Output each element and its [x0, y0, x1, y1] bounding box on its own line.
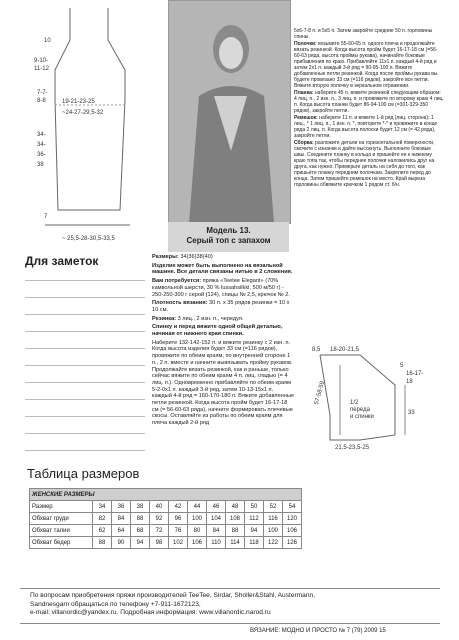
schematic-label: 34- [37, 132, 46, 138]
paragraph: Резинка: 3 лиц., 2 изн. п., чередуя. [152, 315, 244, 322]
paragraph: Полочки: возьмите 55-60-65 п. одного плеча и продолжайте вязать резинкой. Когда высота пройм будет 16-17-18 см (=56-60-63 ряда, высота проймы рукава), начинайте боковые прибавления по краю. Прибавляйте 11x1 п. каждый 4-й ряд и затем 2x1 п. каждый 3-й ряд = 90-95-100 п. Вяжите добавленные петли резинкой. Когда после проймы рукава вы будете провязано 33 см (=116 рядов), закройте все петли. Вяжите вторую полочку в зеркальном отражении. [294, 41, 438, 89]
schematic-label: ~24-27-29,5-32 [62, 110, 104, 116]
top-schematic-drawing [0, 0, 165, 250]
schematic-label: 1/2 [350, 400, 359, 406]
schematic-label: 11-12 [34, 66, 49, 72]
schematic-label: 18-20-21,5 [330, 347, 360, 353]
paragraph: Изделие может быть выполнено на вязальной машине. Все детали связаны нитью в 2 сложения. [152, 262, 293, 276]
paragraph: Наберите 132-142-152 п. и вяжите резинку с 2 изн. п. Когда высота изделия будет 33 см (=116 рядов), провяжите по обеим краям, по внутренней стороне 1 п., 2 п. вместе и начните вывязывать пройму рукавов. Продолжайте вязать резинкой, как и раньше, только сейчас вяжите по обеим краям 4 п. лиц. гладью (= 4 лиц. п.). Одновременно прибавляйте по обеим краям 5-2-0x1 п. каждый 3-й ряд, затем 10-13-15x1 п. каждый 4-й ряд = 160-170-180 п. Вяжите добавленные петли резинкой. Когда высота пройм будет 16-17-18 см (= 56-60-63 ряда), начните формировать плечевые скосы. Оставляйте из работы по обеим краям для плеча каждый 2-й ряд [152, 339, 294, 427]
schematic-label: 18 [406, 379, 413, 385]
caption-line: Модель 13. [206, 226, 251, 235]
woman-figure-image [169, 1, 290, 223]
schematic-label: 19-21-23-25 [62, 99, 95, 105]
paragraph: Спинку и перед вяжите одной общей деталью, начиная от нижнего края спинки. [152, 324, 283, 338]
schematic-label: 7-7- [37, 90, 48, 96]
notes-title: Для заметок [25, 254, 99, 268]
schematic-label: 16-17- [406, 371, 424, 377]
paragraph: Планка: наберите 45 п. вяжите резинкой следующим образом: 4 лиц. п., 2 изн. п., 3 лиц. п. и провяжите по второму краю 4 лиц. п. Когда высота планки будет 86-94-100 см (=301-329-350 рядов), закройте петли. [294, 90, 444, 114]
schematic-label: 9-10- [34, 58, 49, 64]
paragraph: Ремешок: наберите 11 п. и вяжите 1-й ряд (лиц. сторона): 1 лиц., * 1 лиц. п., 1 изн. п. *, повторите *-* и провяжите в конце ряда 2 лиц. п. Когда высота полоски будет 12 см (= 42 ряда), закройте петли. [294, 115, 438, 139]
advertisement-box [20, 588, 440, 624]
schematic-label: 10 [44, 38, 51, 44]
schematic-label: 8-8 [37, 98, 46, 104]
caption-line: Серый топ с запахом [186, 236, 271, 245]
ad-line: По вопросам приобретения пряжи производителей TeeTee, Sirdar, Sholler&Stahl, Austermann, [30, 592, 316, 599]
paragraph: Плотность вязания: 30 п. х 35 рядов резинки = 10 х 10 см. [152, 300, 290, 313]
model-photo [168, 0, 291, 224]
schematic-label: и спинки [350, 414, 374, 420]
size-table-header: ЖЕНСКИЕ РАЗМЕРЫ [30, 489, 302, 501]
ad-line: e-mail: villanordic@yandex.ru. Подробная информация: www.villanordic.narod.ru [30, 609, 271, 616]
schematic-label: 57-58-59 [314, 380, 327, 406]
size-table [29, 488, 302, 549]
schematic-label: 5 [400, 363, 404, 369]
paragraph: Сборка: разложите детали на горизонтальной поверхности, смочите с изнанки и дайте высохнуть. Выполните боковые швы. Соедините планку в кольцо и пришейте ее к нижнему краю топа так, чтобы переднее полочки наложились друг на друга, как нужно. Примерьте деталь на себя до того, как пришьёте планку передним полочкам. Закрепите перед до конца. Затем пришейте ремешок на место. Край выреза горловины обвяжите крючком 1 рядом ст. б/н. [294, 140, 435, 188]
size-table-title: Таблица размеров [27, 466, 140, 481]
table-row: Обхват талии 62 64 68 72 76 80 84 88 94 100 106 [30, 525, 302, 537]
paragraph: 5x6-7-8 п. и 5x5 п. Затем закройте средние 50 п. горловины спины. [294, 28, 433, 40]
schematic-label: 8,5 [312, 347, 321, 353]
schematic-label: 7 [44, 214, 48, 220]
lower-schematic-drawing [300, 345, 450, 460]
schematic-label: 21,5-23,5-25 [335, 445, 370, 451]
schematic-label: 33 [408, 410, 415, 416]
photo-caption [168, 222, 289, 252]
paragraph: Вам потребуется: пряжа «Teetee Elegant» (70% камвольной шерсти, 30 % lussahsilkki, 500 м/50 г) - 250-250-300 г серой (124), спицы № 2,5, крючок № 2. [152, 278, 290, 298]
schematic-label: ~ 25,5-28-30,5-33,5 [62, 236, 115, 242]
paragraph: Размеры: 34(36)38(40) [152, 254, 213, 260]
instructions-left [152, 254, 294, 429]
top-schematic [0, 0, 165, 250]
table-row: Размер 34 36 38 40 42 44 46 48 50 52 54 [30, 501, 302, 513]
lower-schematic [300, 345, 450, 460]
table-row: Обхват бедер 88 90 94 98 102 106 110 114 118 122 126 [30, 537, 302, 549]
schematic-label: 38 [37, 162, 44, 168]
schematic-label: переда [350, 407, 370, 413]
table-row: Обхват груди 82 84 88 92 96 100 104 108 112 116 120 [30, 513, 302, 525]
ad-line: Sandnesgarn обращаться по телефону +7-911-1672123, [30, 600, 201, 608]
schematic-label: 34- [37, 142, 46, 148]
schematic-label: 36- [37, 152, 46, 158]
instructions-right [294, 28, 444, 189]
page-footer: ВЯЗАНИЕ: МОДНО И ПРОСТО № 7 (79) 2009 15 [250, 628, 386, 634]
